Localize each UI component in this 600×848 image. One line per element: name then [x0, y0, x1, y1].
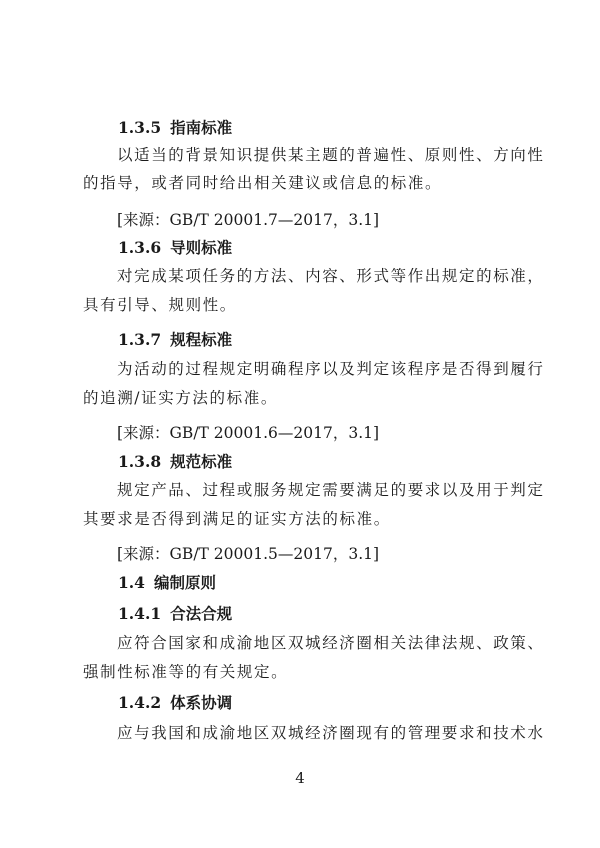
section-heading-1-4: [118, 573, 216, 593]
paragraph-line: 对完成某项任务的方法、内容、形式等作出规定的标准，: [117, 267, 545, 285]
section-number: 1.3.5: [118, 118, 162, 137]
section-title: 体系协调: [170, 693, 233, 712]
section-number: 1.4.2: [118, 693, 162, 712]
section-number: 1.4.1: [118, 604, 162, 623]
paragraph-line: 应与我国和成渝地区双城经济圈现有的管理要求和技术水: [117, 724, 545, 742]
paragraph-line: 具有引导、规则性。: [83, 296, 237, 314]
section-number: 1.3.7: [118, 330, 162, 349]
section-heading-1-4-2: [118, 693, 232, 713]
paragraph-line: 其要求是否得到满足的证实方法的标准。: [83, 510, 391, 528]
paragraph-line: 的指导，或者同时给出相关建议或信息的标准。: [83, 174, 443, 192]
paragraph-line: 规定产品、过程或服务规定需要满足的要求以及用于判定: [117, 481, 545, 499]
paragraph-line: 的追溯/证实方法的标准。: [83, 389, 278, 407]
section-heading-1-3-8: [118, 452, 232, 472]
source-citation: [来源：GB/T 20001.7—2017，3.1]: [117, 211, 380, 229]
paragraph-line: 应符合国家和成渝地区双城经济圈相关法律法规、政策、: [117, 634, 545, 652]
section-number: 1.3.6: [118, 238, 162, 257]
section-number: 1.4: [118, 573, 145, 592]
section-title: 导则标准: [170, 238, 233, 257]
section-title: 合法合规: [170, 604, 233, 623]
paragraph-line: 以适当的背景知识提供某主题的普遍性、原则性、方向性: [117, 146, 545, 164]
page-number: 4: [295, 769, 305, 787]
section-title: 规范标准: [170, 452, 233, 471]
section-heading-1-4-1: [118, 604, 232, 624]
section-heading-1-3-7: [118, 330, 232, 350]
paragraph-line: 强制性标准等的有关规定。: [83, 663, 289, 681]
section-title: 编制原则: [153, 573, 216, 592]
paragraph-line: 为活动的过程规定明确程序以及判定该程序是否得到履行: [117, 360, 545, 378]
source-citation: [来源：GB/T 20001.5—2017，3.1]: [117, 545, 380, 563]
section-number: 1.3.8: [118, 452, 162, 471]
source-citation: [来源：GB/T 20001.6—2017，3.1]: [117, 424, 380, 442]
section-heading-1-3-6: [118, 238, 232, 258]
section-title: 指南标准: [170, 118, 233, 137]
section-heading-1-3-5: [118, 118, 232, 138]
section-title: 规程标准: [170, 330, 233, 349]
